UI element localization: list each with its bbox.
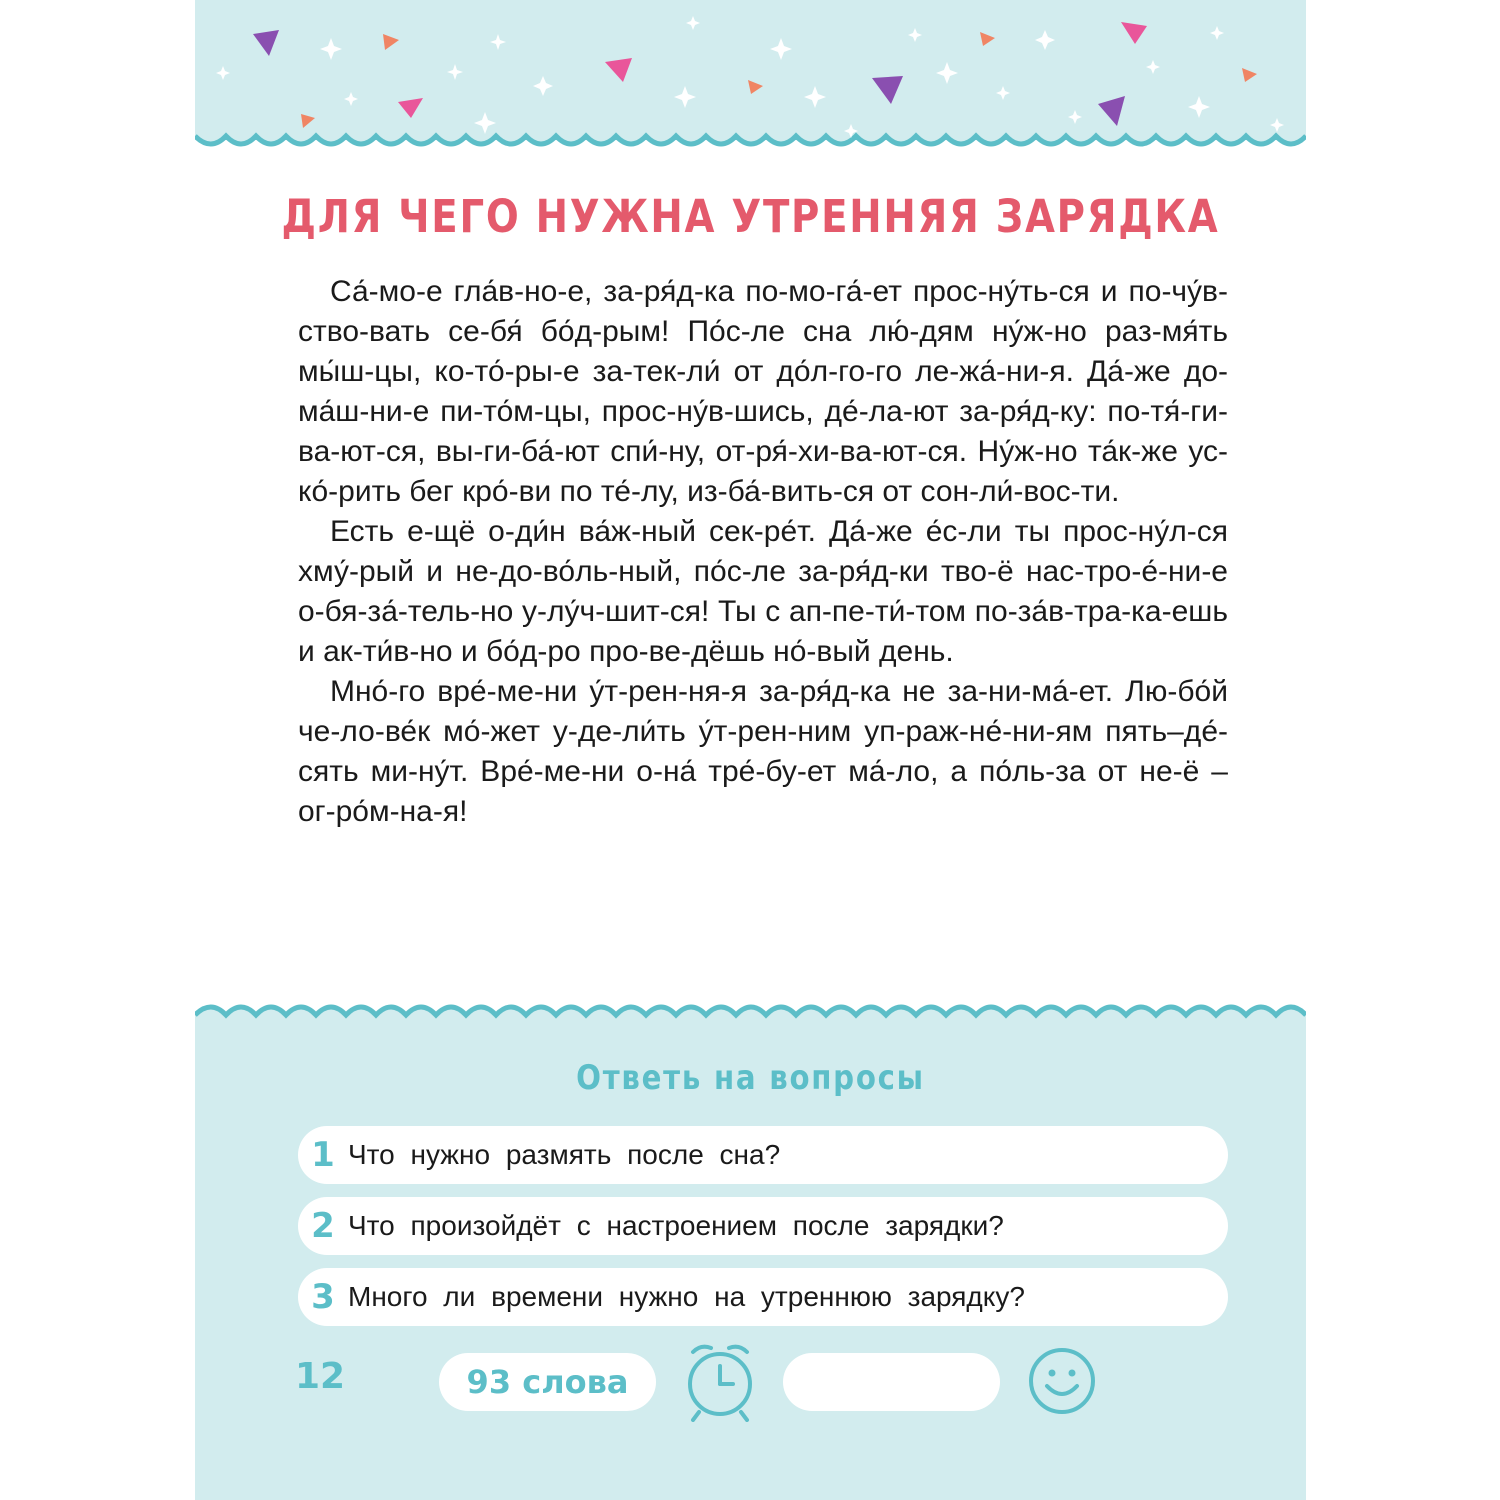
paragraph-2: Есть е-щё о-ди́н ва́ж-ный сек-ре́т. Да́-же е́с-ли ты прос-ну́л-ся хму́-рый и не-до-во́ль-ный, по́с-ле за-ря́д-ки тво-ё нас-тро-е́-ни-е о-бя-за́-тель-но у-лу́ч-шит-ся! Ты с ап-пе-ти́-том по-за́в-тра-ка-ешь и ак-ти́в-но и бо́д-ро про-ве-дёшь но́-вый день.: [298, 515, 1228, 668]
word-count-badge: 93 слова: [439, 1353, 656, 1411]
question-item: [298, 1126, 1228, 1184]
time-entry-field[interactable]: [783, 1353, 1000, 1411]
question-item: [298, 1197, 1228, 1255]
page-number: 12: [295, 1356, 346, 1397]
smiley-face-icon: [1027, 1346, 1097, 1416]
page-title: ДЛЯ ЧЕГО НУЖНА УТРЕННЯЯ ЗАРЯДКА: [281, 190, 1220, 243]
question-text: Что нужно размять после сна?: [348, 1139, 781, 1170]
paragraph-3: Мно́-го вре́-ме-ни у́т-рен-ня-я за-ря́д-ка не за-ни-ма́-ет. Лю-бо́й че-ло-ве́к мо́-жет у-де-ли́ть у́т-рен-ним уп-раж-не́-ни-ям пять–де́-сять ми-ну́т. Вре́-ме-ни о-на́ тре́-бу-ет ма́-ло, а по́ль-за от не-ё – ог-ро́м-на-я!: [298, 675, 1228, 828]
question-text: Что произойдёт с настроением после зарядки?: [348, 1210, 1004, 1241]
question-number: 2: [311, 1206, 335, 1246]
question-item: [298, 1268, 1228, 1326]
questions-heading: Ответь на вопросы: [576, 1058, 925, 1098]
top-decor-band: [195, 0, 1306, 160]
book-page: [195, 0, 1306, 1500]
paragraph-1: Са́-мо-е гла́в-но-е, за-ря́д-ка по-мо-га́-ет прос-ну́ть-ся и по-чу́в-ство-вать се-бя́ бо́д-рым! По́с-ле сна лю́-дям ну́ж-но раз-мя́ть мы́ш-цы, ко-то́-ры-е за-тек-ли́ от до́л-го-го ле-жа́-ни-я. Да́-же до-ма́ш-ни-е пи-то́м-цы, прос-ну́в-шись, де́-ла-ют за-ря́д-ку: по-тя́-ги-ва-ют-ся, вы-ги-ба́-ют спи́-ну, от-ря́-хи-ва-ют-ся. Ну́ж-но та́к-же ус-ко́-рить бег кро́-ви по те́-лу, из-ба́-вить-ся от сон-ли́-вос-ти.: [298, 275, 1228, 508]
question-number: 1: [311, 1135, 335, 1175]
alarm-clock-icon: [683, 1342, 757, 1422]
question-number: 3: [311, 1277, 335, 1317]
question-text: Много ли времени нужно на утреннюю зарядку?: [348, 1281, 1025, 1312]
reading-text: [298, 272, 1228, 832]
